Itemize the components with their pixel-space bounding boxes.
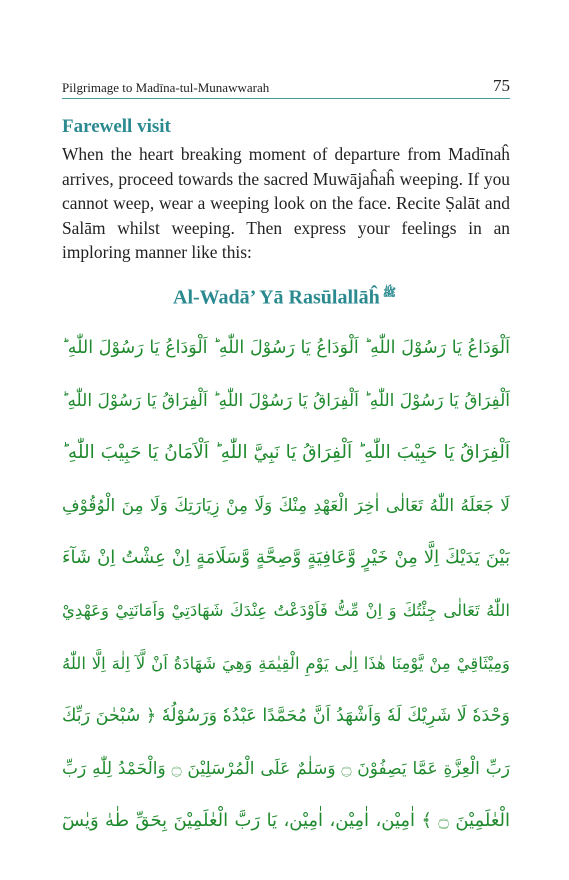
salutation-honorific: ﷺ [382, 287, 396, 299]
header-divider [62, 98, 510, 99]
arabic-line: وَمِيْثَاقِيْ مِنْ يَّوْمِنَا هٰذَا اِلٰى يَوْمِ الْقِيٰمَةِ وَهِيَ شَهَادَةُ اَنْ لَّآ اِلٰهَ اِلَّا اللّٰهُ [62, 653, 510, 673]
arabic-line: اَلْفِرَاقُ يَا رَسُوْلَ اللّٰهِ ؕ اَلْفِرَاقُ يَا رَسُوْلَ اللّٰهِ ؕ اَلْفِرَاقُ يَا رَسُوْلَ اللّٰهِ ؕ [62, 390, 510, 411]
book-title: Pilgrimage to Madīna-tul-Munawwarah [62, 80, 270, 95]
arabic-line: اَلْفِرَاقُ يَا حَبِيْبَ اللّٰهِ ؕ اَلْفِرَاقُ يَا نَبِيَّ اللّٰهِ ؕ اَلْاَمَانُ يَا حَبِيْبَ اللّٰهِ ؕ [62, 442, 510, 464]
farewell-heading-text: Al-Wadā’ Yā Rasūlallāĥ [173, 286, 380, 309]
farewell-heading [0, 286, 569, 310]
arabic-line: بَيْنَ يَدَيْكَ اِلَّا مِنْ خَيْرٍ وَّعَافِيَةٍ وَّصِحَّةٍ وَّسَلَامَةٍ اِنْ عِشْتُ اِنْ شَآءَ [62, 547, 510, 569]
running-header [62, 76, 510, 98]
arabic-supplication [62, 322, 510, 848]
arabic-line: وَحْدَهٗ لَا شَرِيْكَ لَهٗ وَاَشْهَدُ اَنَّ مُحَمَّدًا عَبْدُهٗ وَرَسُوْلُهٗ ﴿ سُبْحٰنَ رَبِّكَ [62, 706, 510, 727]
arabic-line: اَلْوَدَاعُ يَا رَسُوْلَ اللّٰهِ ؕ اَلْوَدَاعُ يَا رَسُوْلَ اللّٰهِ ؕ اَلْوَدَاعُ يَا رَسُوْلَ اللّٰهِ ؕ [62, 338, 510, 358]
arabic-line: اللّٰهُ تَعَالٰى جِئْتُكَ وَ اِنْ مِّتُّ فَاَوْدَعْتُ عِنْدَكَ شَهَادَتِيْ وَاَمَانَتِيْ وَعَهْدِيْ [62, 600, 510, 620]
body-paragraph: When the heart breaking moment of departure from Madīnaĥ arrives, proceed towards the sacred Muwājaĥaĥ weeping. If you cannot weep, wear a weeping look on the face. Recite Ṣalāt and Salām whilst weeping. Then express your feelings in an imploring manner like this: [62, 144, 510, 262]
page-number: 75 [493, 76, 510, 95]
arabic-line: رَبِّ الْعِزَّةِ عَمَّا يَصِفُوْنَ ۝ وَسَلٰمٌ عَلَى الْمُرْسَلِيْنَ ۝ وَالْحَمْدُ لِلّٰهِ رَبِّ [62, 758, 510, 779]
section-heading: Farewell visit [62, 116, 171, 137]
arabic-line: الْعٰلَمِيْنَ ۝ ﴾ اٰمِيْن، اٰمِيْن، اٰمِيْن، يَا رَبَّ الْعٰلَمِيْنَ بِحَقِّ طٰهٰ وَيٰسٓ [62, 810, 510, 832]
arabic-line: لَا جَعَلَهُ اللّٰهُ تَعَالٰى اٰخِرَ الْعَهْدِ مِنْكَ وَلَا مِنْ زِيَارَتِكَ وَلَا مِنَ الْوُقُوْفِ [62, 495, 510, 516]
